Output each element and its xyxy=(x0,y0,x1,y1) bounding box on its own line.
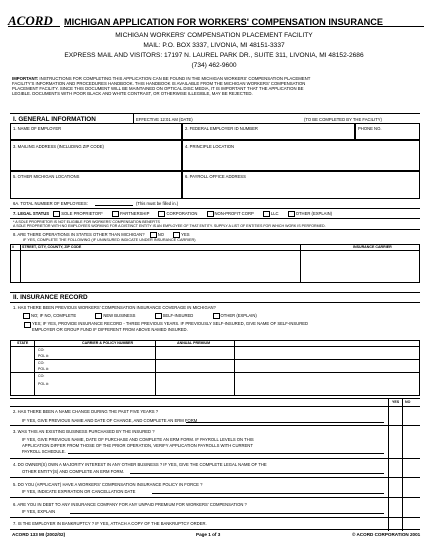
page-number: Page 1 of 3 xyxy=(196,532,221,537)
partnership-checkbox[interactable] xyxy=(112,211,119,217)
corporation-checkbox[interactable] xyxy=(158,211,165,217)
q3-text: 3. WAS THIS AN EXISTING BUSINESS PURCHASED BY THE INSURED ? xyxy=(13,429,155,434)
facility-note: (TO BE COMPLETED BY THE FACILITY) xyxy=(304,117,382,122)
q3-answer-line[interactable] xyxy=(68,453,384,454)
q5-answer-line[interactable] xyxy=(152,493,384,494)
q8-row: 8. ARE THERE OPERATIONS IN STATES OTHER THAN MICHIGAN? NO YES xyxy=(13,232,190,238)
other-states-table[interactable] xyxy=(10,244,420,283)
non-profit-checkbox[interactable] xyxy=(207,211,214,217)
facility-name: MICHIGAN WORKERS' COMPENSATION PLACEMENT FACILITY xyxy=(115,32,313,39)
q4-text: 4. DO OWNER(S) OWN A MAJORITY INTEREST IN ANY OTHER BUSINESS ? IF YES, GIVE THE COMPLETE LEGAL NAME OF THE xyxy=(13,462,267,467)
total-employees-input[interactable] xyxy=(95,205,133,206)
footnote-sole-proprietor: * A SOLE PROPRIETOR IS NOT ELIGIBLE FOR WORKERS' COMPENSATION BENEFITS xyxy=(13,220,160,224)
acord-logo: ACORD xyxy=(8,12,60,27)
q5-text: 5. DO YOU (APPLICANT) HAVE A WORKERS' COMPENSATION INSURANCE POLICY IN FORCE ? xyxy=(13,482,203,487)
section-general-title: I. GENERAL INFORMATION xyxy=(13,116,96,123)
prior-yes-checkbox[interactable] xyxy=(24,322,31,328)
q7-text: 7. IS THE EMPLOYER IN BANKRUPTCY ? IF YES, ATTACH A COPY OF THE BANKRUPTCY ORDER. xyxy=(13,521,207,526)
form-number: ACORD 133 MI (2002/02) xyxy=(12,532,66,537)
copyright: © ACORD CORPORATION 2001 xyxy=(352,532,421,537)
self-insured-checkbox[interactable] xyxy=(155,313,162,319)
q1-options: NO; IF NO, COMPLETE NEW BUSINESS SELF-INSURED OTHER (EXPLAIN) xyxy=(22,313,257,319)
q6-text: 6. ARE YOU IN DEBT TO ANY INSURANCE COMPANY FOR ANY UNPAID PREMIUM FOR WORKERS' COMPENSATION ? xyxy=(13,502,247,507)
footnote-entity: A SOLE PROPRIETOR WITH NO EMPLOYEES WORKING FOR A DISTINCT ENTITY IS AN EMPLOYEE OF THAT ENTITY. SUPPLY A LIST OF ENTITIES FOR WHICH WORK IS PERFORMED. xyxy=(13,224,326,228)
sole-proprietor-checkbox[interactable] xyxy=(53,211,60,217)
q2-answer-line[interactable] xyxy=(186,422,384,423)
no-prior-checkbox[interactable] xyxy=(23,313,30,319)
express-address: EXPRESS MAIL AND VISITORS: 17197 N. LAUREL PARK DR., SUITE 311, LIVONIA, MI 48152-2686 xyxy=(64,52,364,59)
llc-checkbox[interactable] xyxy=(263,211,270,217)
insurance-record-table[interactable] xyxy=(10,340,420,396)
q2-text: 2. HAS THERE BEEN A NAME CHANGE DURING THE PAST FIVE YEARS ? xyxy=(13,409,159,414)
important-notice: IMPORTANT: INSTRUCTIONS FOR COMPLETING THIS APPLICATION CAN BE FOUND IN THE MICHIGAN WORKERS' COMPENSATION PLACEMENT FACILITY'S INFORMATION AND PROCEDURES HANDBOOK. THIS HANDBOOK IS AVAILABLE FROM THE MICHIGAN WORKERS' COMPENSATION PLACEMENT FACILITY. SINCE THIS DOCUMENT WILL BE MAINTAINED ON OPTICAL DISC MEDIA, IT IS IMPORTANT THAT THE APPLICATION BE LEGIBLE. DOCUMENTS WITH POOR BLACK AND WHITE CONTRAST, OR OTHERWISE ILLEGIBLE, MAY BE REJECTED. xyxy=(12,76,311,96)
other-checkbox[interactable] xyxy=(213,313,220,319)
facility-phone: (734) 462-9600 xyxy=(191,62,237,69)
q6-answer-line[interactable] xyxy=(70,513,384,514)
new-business-checkbox[interactable] xyxy=(95,313,102,319)
legal-status-row: 7. LEGAL STATUS SOLE PROPRIETOR* PARTNERSHIP CORPORATION NON-PROFIT CORP LLC OTHER (EXPLAIN) xyxy=(13,211,333,217)
form-title: MICHIGAN APPLICATION FOR WORKERS' COMPENSATION INSURANCE xyxy=(64,12,424,27)
total-employees-label: 6A. TOTAL NUMBER OF EMPLOYEES: xyxy=(13,201,88,206)
mail-address: MAIL: P.O. BOX 3337, LIVONIA, MI 48151-3337 xyxy=(143,42,285,49)
q1-text: 1. HAS THERE BEEN PREVIOUS WORKERS' COMPENSATION INSURANCE COVERAGE IN MICHIGAN? xyxy=(13,305,216,310)
other-explain-checkbox[interactable] xyxy=(288,211,295,217)
section-insurance-title: II. INSURANCE RECORD xyxy=(13,294,88,301)
effective-date-label: EFFECTIVE 12:01 AM (DATE) xyxy=(136,117,193,122)
q4-answer-line[interactable] xyxy=(130,473,384,474)
